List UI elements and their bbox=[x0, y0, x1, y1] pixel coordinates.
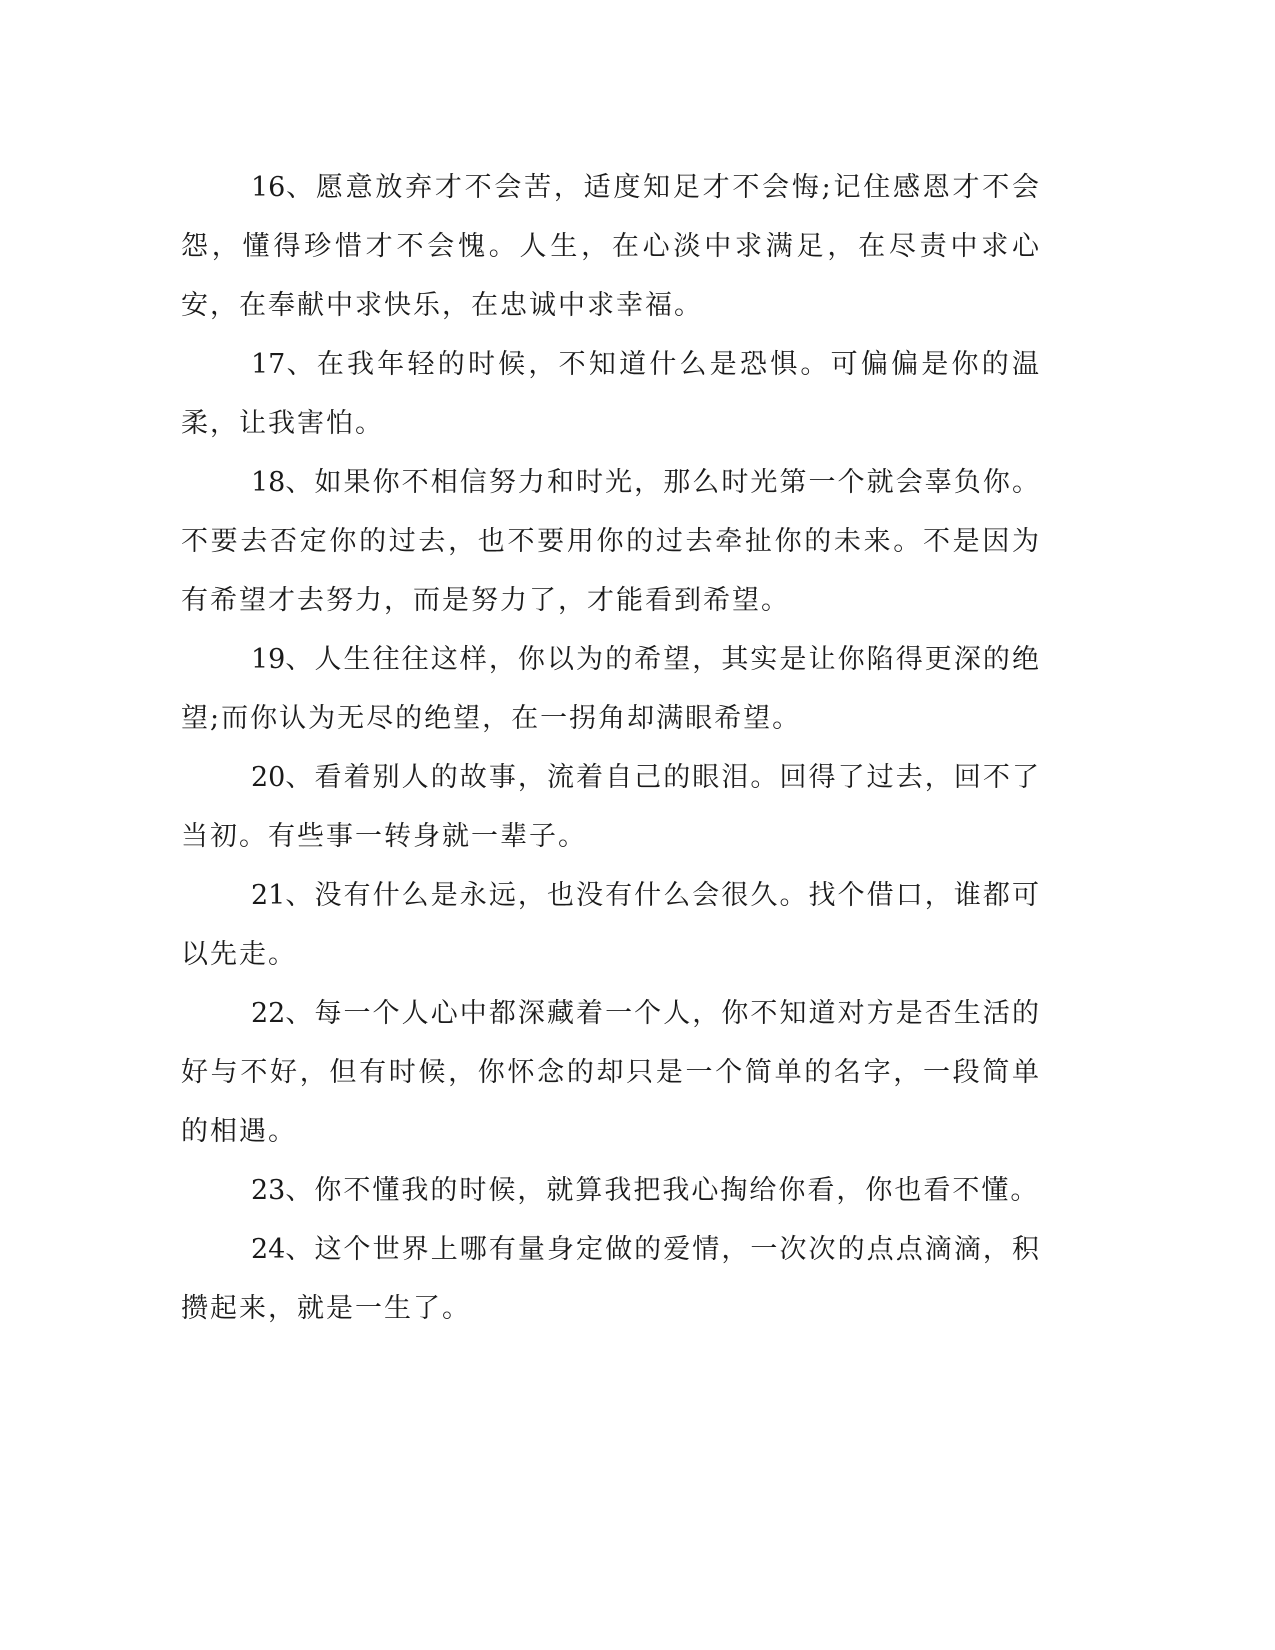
document-body bbox=[181, 158, 1041, 1338]
paragraph-24 bbox=[181, 1220, 1041, 1338]
paragraph-number: 18 bbox=[251, 467, 286, 498]
paragraph-number: 20 bbox=[251, 762, 286, 793]
paragraph-number: 16 bbox=[251, 172, 286, 203]
paragraph-text: 、这个世界上哪有量身定做的爱情，一次次的点点滴滴，积攒起来，就是一生了。 bbox=[181, 1234, 1041, 1324]
paragraph-text: 、愿意放弃才不会苦，适度知足才不会悔;记住感恩才不会怨，懂得珍惜才不会愧。人生，在心淡中求满足，在尽责中求心安，在奉献中求快乐，在忠诚中求幸福。 bbox=[181, 172, 1041, 321]
paragraph-22 bbox=[181, 984, 1041, 1161]
paragraph-text: 、人生往往这样，你以为的希望，其实是让你陷得更深的绝望;而你认为无尽的绝望，在一拐角却满眼希望。 bbox=[181, 644, 1041, 734]
paragraph-text: 、如果你不相信努力和时光，那么时光第一个就会辜负你。不要去否定你的过去，也不要用你的过去牵扯你的未来。不是因为有希望才去努力，而是努力了，才能看到希望。 bbox=[181, 467, 1041, 616]
paragraph-number: 17 bbox=[251, 349, 286, 380]
paragraph-19 bbox=[181, 630, 1041, 748]
paragraph-number: 21 bbox=[251, 880, 286, 911]
paragraph-text: 、每一个人心中都深藏着一个人，你不知道对方是否生活的好与不好，但有时候，你怀念的却只是一个简单的名字，一段简单的相遇。 bbox=[181, 998, 1041, 1147]
paragraph-20 bbox=[181, 748, 1041, 866]
paragraph-text: 、没有什么是永远，也没有什么会很久。找个借口，谁都可以先走。 bbox=[181, 880, 1041, 970]
paragraph-text: 、在我年轻的时候，不知道什么是恐惧。可偏偏是你的温柔，让我害怕。 bbox=[181, 349, 1041, 439]
paragraph-17 bbox=[181, 335, 1041, 453]
paragraph-23 bbox=[181, 1161, 1041, 1220]
paragraph-text: 、看着别人的故事，流着自己的眼泪。回得了过去，回不了当初。有些事一转身就一辈子。 bbox=[181, 762, 1041, 852]
paragraph-number: 24 bbox=[251, 1234, 286, 1265]
paragraph-number: 23 bbox=[251, 1175, 286, 1206]
paragraph-number: 22 bbox=[251, 998, 286, 1029]
paragraph-18 bbox=[181, 453, 1041, 630]
paragraph-16 bbox=[181, 158, 1041, 335]
paragraph-number: 19 bbox=[251, 644, 286, 675]
paragraph-text: 、你不懂我的时候，就算我把我心掏给你看，你也看不懂。 bbox=[285, 1175, 1040, 1206]
paragraph-21 bbox=[181, 866, 1041, 984]
